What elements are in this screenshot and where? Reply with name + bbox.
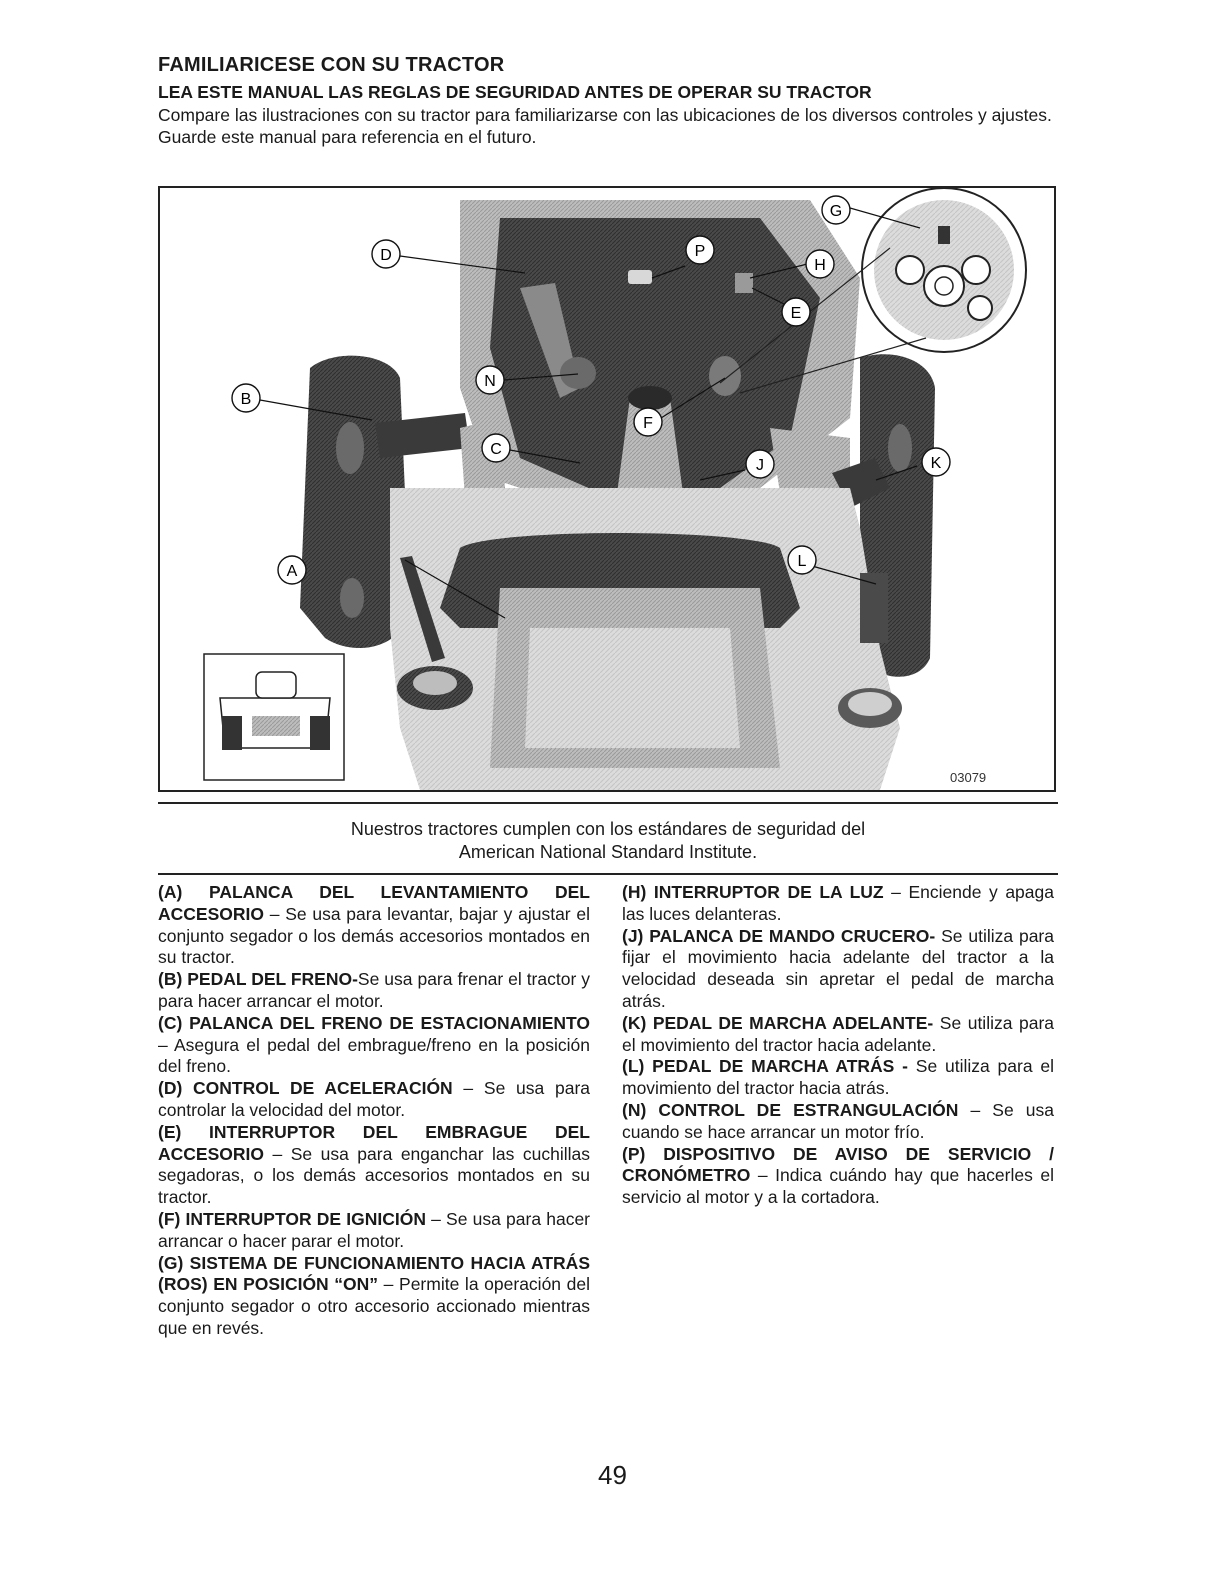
caption-line-2: American National Standard Institute. [458, 842, 758, 862]
steering-shaft [628, 386, 672, 410]
fuel-cap [413, 671, 457, 695]
entry-c-term: (C) PALANCA DEL FRENO DE ESTACIONAMIENTO [158, 1012, 590, 1033]
entry-l-term: (L) PEDAL DE MARCHA ATRÁS - [622, 1056, 908, 1077]
entry-p [622, 1144, 1054, 1209]
tractor-illustration [160, 188, 1054, 790]
callout-label-f: F [643, 415, 653, 432]
entry-f [158, 1209, 590, 1253]
left-tire-hub [336, 422, 364, 474]
run-position-icon [962, 256, 990, 284]
entry-b-desc: Se usa para frenar el tractor y para hacer arrancar el motor. [158, 969, 590, 1011]
thumbnail-seat [256, 672, 296, 698]
entry-n-desc: – Se usa cuando se hace arrancar un motor frío. [622, 1099, 1054, 1142]
callout-label-p: P [694, 243, 706, 260]
callout-g [822, 196, 850, 224]
callout-e [782, 298, 810, 326]
seat-cushion [525, 628, 740, 748]
callout-b [232, 384, 260, 412]
right-tire-hub [888, 424, 912, 472]
entry-e [158, 1122, 590, 1209]
callout-label-c: C [490, 441, 502, 458]
callout-label-a: A [286, 563, 298, 580]
callout-a [278, 556, 306, 584]
entry-j-desc: Se utiliza para fijar el movimiento hacia adelante del tractor a la velocidad deseada sin apretar el pedal de marcha atrás. [622, 925, 1054, 1011]
left-tire-hub-lower [340, 578, 364, 618]
safety-subtitle: LEA ESTE MANUAL LAS REGLAS DE SEGURIDAD ANTES DE OPERAR SU TRACTOR [158, 82, 872, 102]
callout-label-n: N [484, 373, 496, 390]
callout-p [686, 236, 714, 264]
entry-c-desc: – Asegura el pedal del embrague/freno en la posición del freno. [158, 1034, 590, 1077]
entry-d-desc: – Se usa para controlar la velocidad del motor. [158, 1078, 591, 1120]
entry-p-desc: – Indica cuándo hay que hacerles el servicio al motor y a la cortadora. [622, 1165, 1054, 1208]
entry-g-desc: – Permite la operación del conjunto segador o otro accesorio accionado mientras que en revés. [158, 1274, 591, 1338]
caption-line-1: Nuestros tractores cumplen con los estándares de seguridad del [350, 819, 866, 839]
choke-knob [560, 357, 596, 389]
start-position-icon [968, 296, 992, 320]
entry-c [158, 1013, 590, 1078]
callout-label-g: G [829, 203, 843, 220]
callout-label-k: K [930, 455, 942, 472]
entry-a-desc: – Se usa para levantar, bajar y ajustar el conjunto segador o los demás accesorios montados en su tractor. [158, 903, 590, 968]
thumbnail-right-wheel [310, 716, 330, 750]
callout-label-j: J [756, 457, 764, 474]
callout-d [372, 240, 400, 268]
tractor-controls-figure [158, 186, 1056, 792]
divider-bottom [158, 873, 1058, 875]
entry-g-term: (G) SISTEMA DE FUNCIONAMIENTO HACIA ATRÁS (ROS) EN POSICIÓN “ON” [158, 1252, 590, 1295]
hour-meter [628, 270, 652, 284]
light-switch [735, 273, 753, 293]
thumbnail-grille [252, 716, 300, 736]
callout-k [922, 448, 950, 476]
entry-h-desc: – Enciende y apaga las luces delanteras. [622, 882, 1054, 924]
divider-top [158, 802, 1058, 804]
entry-h [622, 882, 1054, 926]
entry-k-term: (K) PEDAL DE MARCHA ADELANTE- [622, 1012, 934, 1033]
callout-c [482, 434, 510, 462]
entry-f-desc: – Se usa para hacer arrancar o hacer parar el motor. [158, 1208, 591, 1251]
callout-label-h: H [814, 257, 826, 274]
cup-holder-inner [848, 692, 892, 716]
entry-b-term: (B) PEDAL DEL FRENO- [158, 969, 358, 990]
intro-paragraph: Compare las ilustraciones con su tractor para familiarizarse con las ubicaciones de los diversos controles y ajustes. Guarde este manual para referencia en el futuro. [158, 105, 1052, 147]
entry-l-desc: Se utiliza para el movimiento del tractor hacia atrás. [622, 1056, 1054, 1099]
callout-n [476, 366, 504, 394]
callout-f [634, 408, 662, 436]
figure-code: 03079 [950, 770, 987, 785]
callout-label-d: D [380, 247, 392, 264]
entry-e-term: (E) INTERRUPTOR DEL EMBRAGUE DEL ACCESORIO [158, 1121, 590, 1164]
stop-position-icon [896, 256, 924, 284]
entry-l [622, 1056, 1054, 1100]
callout-label-l: L [797, 553, 807, 570]
entry-k [622, 1013, 1054, 1057]
entry-k-desc: Se utiliza para el movimiento del tractor hacia adelante. [622, 1012, 1054, 1055]
entry-j-term: (J) PALANCA DE MANDO CRUCERO- [622, 925, 936, 946]
entry-p-term: (P) DISPOSITIVO DE AVISO DE SERVICIO / CRONÓMETRO [622, 1143, 1054, 1186]
entry-j [622, 926, 1054, 1013]
callout-h [806, 250, 834, 278]
controls-list-left [158, 882, 590, 1340]
entry-e-desc: – Se usa para enganchar las cuchillas segadoras, o los demás accesorios montados en su tractor. [158, 1143, 590, 1208]
page-number: 49 [598, 1460, 627, 1490]
ansi-caption [158, 818, 1058, 864]
ignition-key-slot [924, 266, 964, 306]
entry-f-term: (F) INTERRUPTOR DE IGNICIÓN [158, 1208, 426, 1229]
callout-label-b: B [240, 391, 252, 408]
ros-indicator [938, 226, 950, 244]
ignition-switch [709, 356, 741, 396]
entry-d [158, 1078, 590, 1122]
controls-list-right [622, 882, 1054, 1209]
entry-b [158, 969, 590, 1013]
thumbnail-left-wheel [222, 716, 242, 750]
entry-a [158, 882, 590, 969]
entry-d-term: (D) CONTROL DE ACELERACIÓN [158, 1078, 453, 1099]
entry-n-term: (N) CONTROL DE ESTRANGULACIÓN [622, 1099, 959, 1120]
entry-h-term: (H) INTERRUPTOR DE LA LUZ [622, 882, 884, 902]
callout-j [746, 450, 774, 478]
page-title: FAMILIARICESE CON SU TRACTOR [158, 54, 505, 76]
entry-g [158, 1253, 590, 1340]
entry-a-term: (A) PALANCA DEL LEVANTAMIENTO DEL ACCESORIO [158, 882, 590, 924]
entry-n [622, 1100, 1054, 1144]
callout-label-e: E [790, 305, 802, 322]
callout-l [788, 546, 816, 574]
